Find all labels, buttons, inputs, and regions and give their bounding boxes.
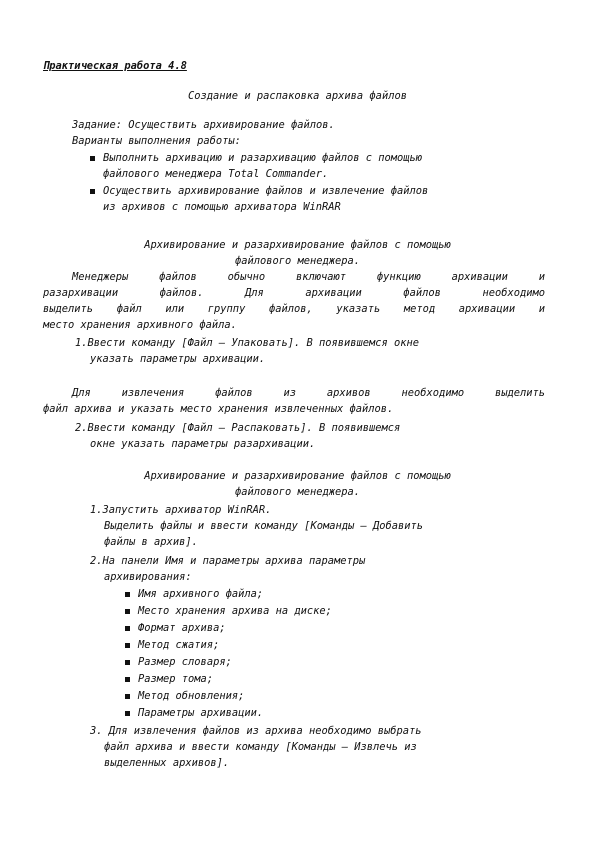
section-heading-cont: файлового менеджера.	[234, 486, 361, 498]
param-item: Параметры архивации.	[125, 705, 263, 722]
variants-label: Варианты выполнения работы:	[72, 135, 241, 147]
bullet-icon	[125, 711, 130, 716]
step-item: 3. Для извлечения файлов из архива необходимо выбрать	[90, 725, 422, 737]
step-item: 1.Ввести команду [Файл – Упаковать]. В появившемся окне	[75, 337, 420, 349]
param-item: Размер тома;	[125, 671, 213, 688]
bullet-icon	[125, 626, 130, 631]
bullet-icon	[90, 156, 95, 161]
task-text: Задание: Осуществить архивирование файлов.	[72, 119, 335, 131]
bullet-icon	[125, 643, 130, 648]
section-heading: Архивирование и разархивирование файлов с помощью	[144, 470, 451, 482]
param-item: Метод сжатия;	[125, 637, 219, 654]
bullet-icon	[125, 592, 130, 597]
step-item-cont: окне указать параметры разархивации.	[90, 438, 316, 450]
paragraph-line: место хранения архивного файла.	[43, 319, 237, 331]
section-heading-cont: файлового менеджера.	[234, 255, 361, 267]
page-title: Практическая работа 4.8	[43, 60, 187, 72]
paragraph-line: выделить файл или группу файлов, указать метод архивации и	[43, 303, 545, 315]
step-item-cont: файлы в архив].	[104, 536, 198, 548]
paragraph-line: файл архива и указать место хранения извлеченных файлов.	[43, 403, 394, 415]
variant-item-cont: файлового менеджера Total Commander.	[103, 168, 329, 180]
step-item-cont: указать параметры архивации.	[90, 353, 266, 365]
paragraph-line: Для извлечения файлов из архивов необходимо выделить	[72, 387, 545, 399]
bullet-icon	[125, 694, 130, 699]
variant-item: Выполнить архивацию и разархивацию файлов с помощью	[90, 150, 422, 167]
step-item-cont: Выделить файлы и ввести команду [Команды – Добавить	[104, 520, 424, 532]
bullet-icon	[125, 609, 130, 614]
bullet-icon	[90, 189, 95, 194]
param-item: Метод обновления;	[125, 688, 244, 705]
bullet-icon	[125, 677, 130, 682]
param-item: Формат архива;	[125, 620, 226, 637]
bullet-icon	[125, 660, 130, 665]
paragraph-line: Менеджеры файлов обычно включают функцию архивации и	[72, 271, 545, 283]
section-heading: Архивирование и разархивирование файлов с помощью	[144, 239, 451, 251]
variant-item: Осуществить архивирование файлов и извлечение файлов	[90, 183, 428, 200]
param-item: Имя архивного файла;	[125, 586, 263, 603]
paragraph-line: разархивации файлов. Для архивации файлов необходимо	[43, 287, 545, 299]
step-item-cont: выделенных архивов].	[104, 757, 230, 769]
step-item-cont: архивирования:	[104, 571, 192, 583]
step-item-cont: файл архива и ввести команду [Команды – Извлечь из	[104, 741, 417, 753]
step-item: 1.Запустить архиватор WinRAR.	[90, 504, 272, 516]
param-item: Место хранения архива на диске;	[125, 603, 332, 620]
variant-item-cont: из архивов с помощью архиватора WinRAR	[103, 201, 341, 213]
page-subtitle: Создание и распаковка архива файлов	[188, 90, 407, 102]
step-item: 2.На панели Имя и параметры архива параметры	[90, 555, 366, 567]
step-item: 2.Ввести команду [Файл – Распаковать]. В появившемся	[75, 422, 401, 434]
param-item: Размер словаря;	[125, 654, 232, 671]
